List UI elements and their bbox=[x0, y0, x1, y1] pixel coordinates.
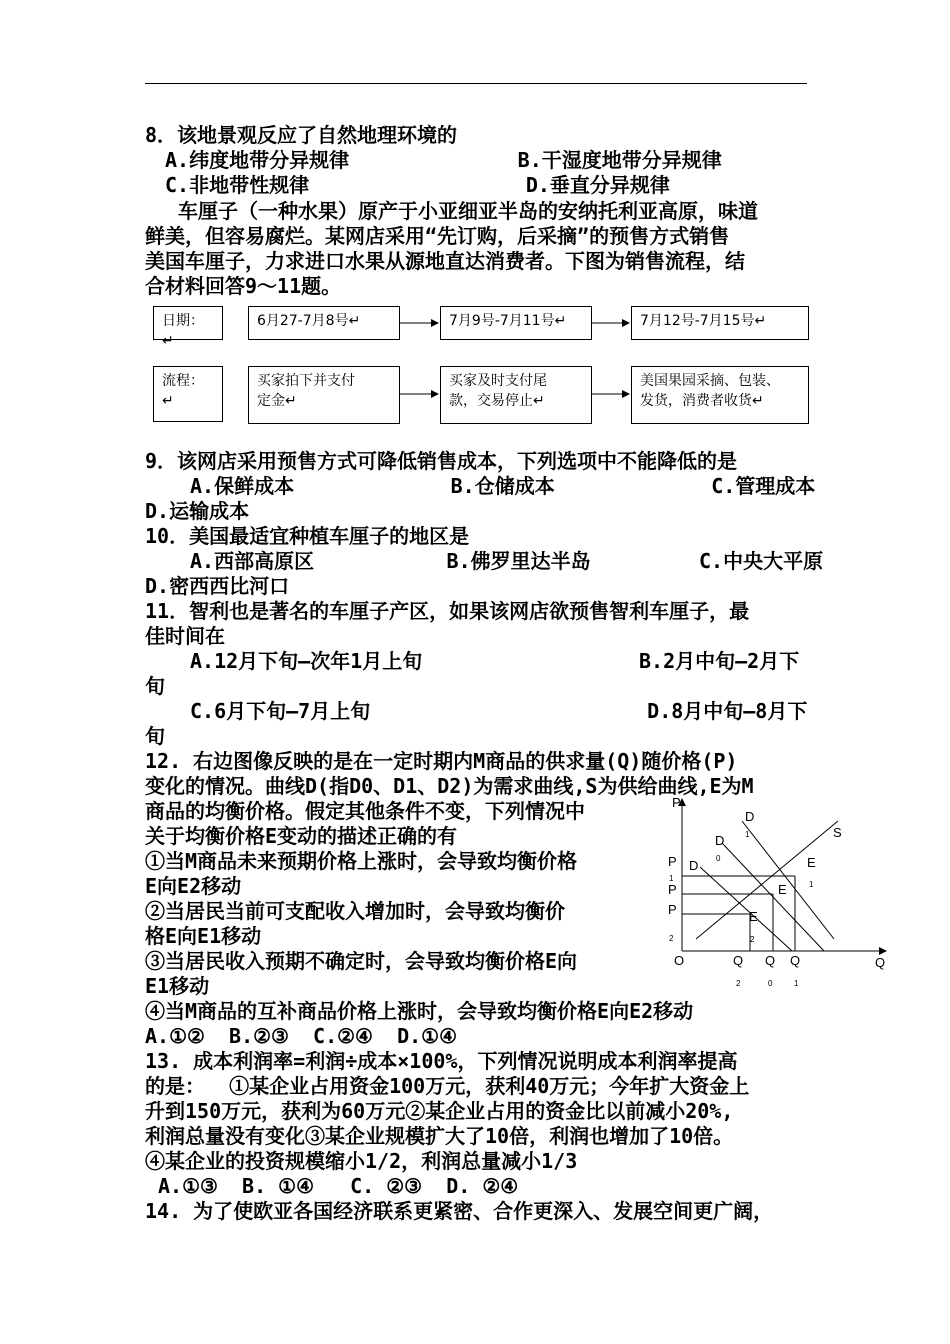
supply-demand-graph bbox=[660, 793, 890, 993]
e2-sub: 2 bbox=[750, 935, 755, 944]
q0-sub: 0 bbox=[768, 979, 773, 988]
material-line-1: 车厘子（一种水果）原产于小亚细亚半岛的安纳托利亚高原，味道 bbox=[178, 199, 758, 223]
q9-options-abc: A.保鲜成本 B.仓储成本 C.管理成本 bbox=[190, 474, 816, 498]
q13-stem-4: 利润总量没有变化③某企业规模扩大了10倍，利润也增加了10倍。 bbox=[145, 1124, 734, 1148]
q12-item-2-wrap: 格E向E1移动 bbox=[145, 924, 262, 948]
q2-sub: 2 bbox=[736, 979, 741, 988]
p1-sub: 1 bbox=[669, 874, 674, 883]
d0-label: D bbox=[715, 833, 725, 848]
q13-options: A.①③ B. ①④ C. ②③ D. ②④ bbox=[158, 1174, 519, 1198]
e1-sub: 1 bbox=[809, 880, 814, 889]
q12-stem-1: 12. 右边图像反映的是在一定时期内M商品的供求量(Q)随价格(P) bbox=[145, 749, 738, 773]
q9-option-d: D.运输成本 bbox=[145, 499, 250, 523]
process-label-box: 流程：↵ bbox=[153, 366, 223, 422]
step-box-2: 买家及时支付尾 款，交易停止↵ bbox=[440, 366, 592, 424]
origin-label: O bbox=[674, 953, 685, 968]
e0-label: E bbox=[778, 882, 787, 897]
q11-stem-2: 佳时间在 bbox=[145, 624, 225, 648]
q12-item-4: ④当M商品的互补商品价格上涨时，会导致均衡价格E向E2移动 bbox=[145, 999, 694, 1023]
q11-options-ab: A.12月下旬—次年1月上旬 B.2月中旬—2月下 bbox=[190, 649, 800, 673]
step-box-3: 美国果园采摘、包装、 发货，消费者收货↵ bbox=[631, 366, 809, 424]
q12-item-1: ①当M商品未来预期价格上涨时，会导致均衡价格 bbox=[145, 849, 578, 873]
date-box-3: 7月12号-7月15号↵ bbox=[631, 306, 809, 340]
e1-label: E bbox=[807, 855, 816, 870]
q12-stem-2: 变化的情况。曲线D(指D0、D1、D2)为需求曲线,S为供给曲线,E为M bbox=[145, 774, 754, 798]
q-axis-label: Q bbox=[875, 955, 886, 970]
date-box-1: 6月27-7月8号↵ bbox=[248, 306, 400, 340]
d2-label: D bbox=[689, 858, 699, 873]
header-rule bbox=[145, 83, 807, 84]
step-box-1: 买家拍下并支付 定金↵ bbox=[248, 366, 400, 424]
q13-stem-3: 升到150万元，获利为60万元②某企业占用的资金比以前减小20%, bbox=[145, 1099, 734, 1123]
q2-label: Q bbox=[733, 953, 744, 968]
q11-options-ab-wrap: 旬 bbox=[145, 674, 165, 698]
q8-stem: 8．该地景观反应了自然地理环境的 bbox=[145, 123, 458, 147]
e2-label: E bbox=[749, 909, 758, 924]
sales-flow-diagram bbox=[145, 302, 815, 432]
q11-stem-1: 11．智利也是著名的车厘子产区，如果该网店欲预售智利车厘子，最 bbox=[145, 599, 750, 623]
q12-stem-4: 关于均衡价格E变动的描述正确的有 bbox=[145, 824, 458, 848]
q13-stem-1: 13. 成本利润率=利润÷成本×100%，下列情况说明成本利润率提高 bbox=[145, 1049, 738, 1073]
d1-sub: 1 bbox=[745, 830, 750, 839]
date-box-2: 7月9号-7月11号↵ bbox=[440, 306, 592, 340]
q11-options-cd-wrap: 旬 bbox=[145, 724, 165, 748]
q12-item-3-wrap: E1移动 bbox=[145, 974, 210, 998]
q12-item-2: ②当居民当前可支配收入增加时，会导致均衡价 bbox=[145, 899, 565, 923]
p2-label: P bbox=[668, 902, 677, 917]
material-line-4: 合材料回答9～11题。 bbox=[145, 274, 342, 298]
p2-sub: 2 bbox=[669, 934, 674, 943]
q12-item-1-wrap: E向E2移动 bbox=[145, 874, 242, 898]
material-line-2: 鲜美，但容易腐烂。某网店采用“先订购，后采摘”的预售方式销售 bbox=[145, 224, 730, 248]
q12-stem-3: 商品的均衡价格。假定其他条件不变，下列情况中 bbox=[145, 799, 585, 823]
q12-item-3: ③当居民收入预期不确定时，会导致均衡价格E向 bbox=[145, 949, 578, 973]
q8-options-cd: C.非地带性规律 D.垂直分异规律 bbox=[165, 173, 670, 197]
material-line-3: 美国车厘子，力求进口水果从源地直达消费者。下图为销售流程，结 bbox=[145, 249, 745, 273]
date-label-box: 日期：↵ bbox=[153, 306, 223, 340]
p1-label: P bbox=[668, 854, 677, 869]
q9-stem: 9．该网店采用预售方式可降低销售成本，下列选项中不能降低的是 bbox=[145, 449, 738, 473]
d0-sub: 0 bbox=[716, 854, 721, 863]
demand-curve-d2 bbox=[700, 867, 792, 951]
q12-options: A.①② B.②③ C.②④ D.①④ bbox=[145, 1024, 458, 1048]
q0-label: Q bbox=[765, 953, 776, 968]
d1-label: D bbox=[745, 809, 755, 824]
q1-sub: 1 bbox=[794, 979, 799, 988]
q10-stem: 10．美国最适宜种植车厘子的地区是 bbox=[145, 524, 470, 548]
p0-label: P bbox=[668, 882, 677, 897]
q13-stem-2: 的是： ①某企业占用资金100万元，获利40万元；今年扩大资金上 bbox=[145, 1074, 750, 1098]
q10-option-d: D.密西西比河口 bbox=[145, 574, 290, 598]
q11-options-cd: C.6月下旬—7月上旬 D.8月中旬—8月下 bbox=[190, 699, 808, 723]
s-label: S bbox=[833, 825, 842, 840]
q13-stem-5: ④某企业的投资规模缩小1/2，利润总量减小1/3 bbox=[145, 1149, 578, 1173]
q14-stem: 14. 为了使欧亚各国经济联系更紧密、合作更深入、发展空间更广阔， bbox=[145, 1199, 774, 1223]
q1-label: Q bbox=[790, 953, 801, 968]
q8-options-ab: A.纬度地带分异规律 B.干湿度地带分异规律 bbox=[165, 148, 722, 172]
q10-options-abc: A.西部高原区 B.佛罗里达半岛 C.中央大平原 bbox=[190, 549, 824, 573]
p-axis-label: P bbox=[672, 795, 681, 810]
